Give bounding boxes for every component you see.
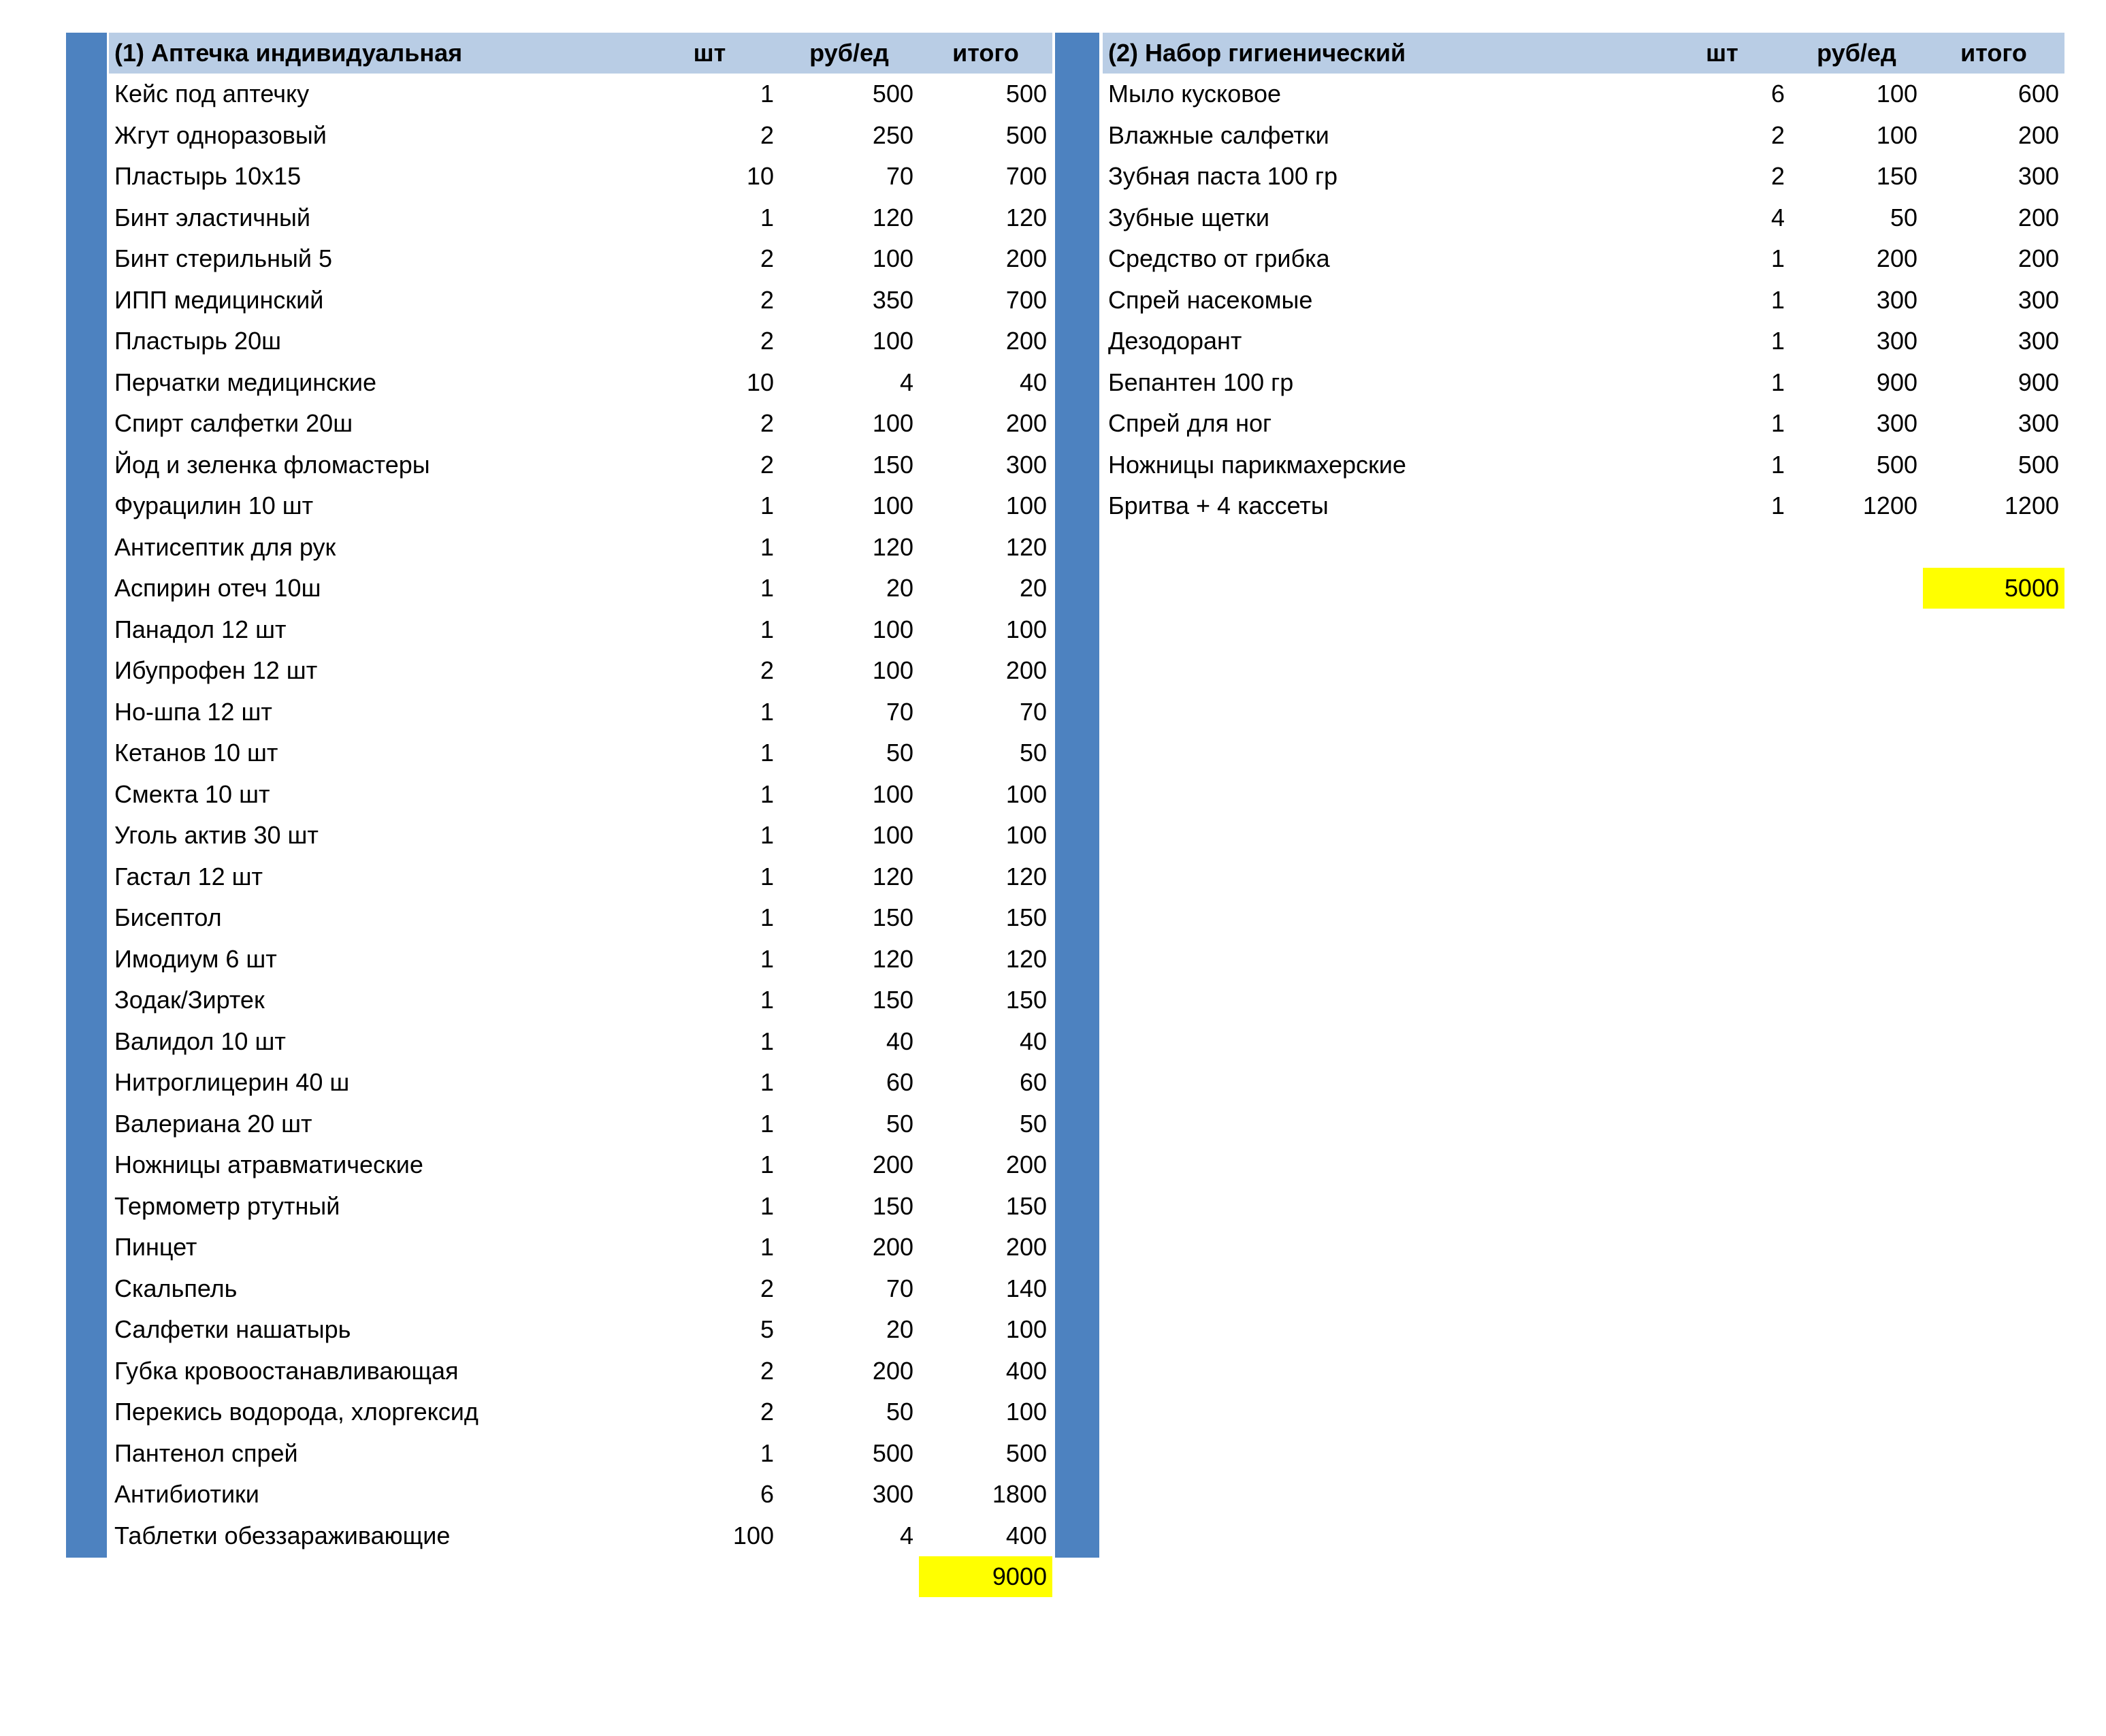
item-name-cell: Антибиотики (114, 1480, 259, 1509)
qty-cell: 1 (1770, 492, 1785, 520)
item-name-cell: Жгут одноразовый (114, 120, 327, 149)
table-row (109, 1351, 1052, 1392)
table-row (109, 527, 1052, 568)
table-row (109, 115, 1052, 157)
unit-price-cell: 100 (872, 615, 913, 643)
item-name-cell: Ибупрофен 12 шт (114, 656, 318, 685)
qty-cell: 2 (760, 1356, 774, 1385)
total-cell: 100 (1005, 1398, 1047, 1426)
item-name-cell: Бисептол (114, 903, 222, 932)
unit-price-cell: 300 (1876, 327, 1917, 355)
unit-price-cell: 60 (886, 1068, 913, 1097)
unit-price-cell: 50 (1890, 203, 1917, 231)
middle-accent-bar (1055, 33, 1099, 1558)
hygiene-kit-rows (1103, 74, 2064, 527)
qty-cell: 2 (1770, 120, 1785, 149)
unit-price-cell: 300 (872, 1480, 913, 1509)
item-name-cell: Кейс под аптечку (114, 80, 310, 108)
qty-cell: 2 (760, 244, 774, 273)
qty-cell: 1 (1770, 368, 1785, 396)
hygiene-kit-header-row (1103, 33, 2064, 74)
left-accent-bar (66, 33, 107, 1558)
total-cell: 100 (1005, 779, 1047, 808)
unit-price-cell: 150 (872, 986, 913, 1014)
unit-price-cell: 1200 (1862, 492, 1917, 520)
total-cell: 200 (1005, 1233, 1047, 1261)
table-row (1103, 403, 2064, 445)
total-cell: 60 (1019, 1068, 1047, 1097)
total-cell: 1800 (992, 1480, 1047, 1509)
item-name-cell: Зубная паста 100 гр (1108, 162, 1338, 191)
table-row (109, 280, 1052, 321)
unit-price-cell: 100 (872, 656, 913, 685)
item-name-cell: Средство от грибка (1108, 244, 1330, 273)
table-row (109, 1062, 1052, 1104)
total-cell: 900 (2018, 368, 2059, 396)
table-row (109, 485, 1052, 527)
qty-cell: 2 (760, 1274, 774, 1302)
total-cell: 600 (2018, 80, 2059, 108)
unit-price-cell: 120 (872, 862, 913, 890)
total-cell: 200 (1005, 244, 1047, 273)
unit-price-cell: 70 (886, 162, 913, 191)
first-aid-kit-table (109, 33, 1052, 1597)
item-name-cell: Скальпель (114, 1274, 238, 1302)
table-row (1103, 485, 2064, 527)
table-row (1103, 238, 2064, 280)
total-cell: 100 (1005, 492, 1047, 520)
table-row (1103, 445, 2064, 486)
unit-price-cell: 150 (872, 450, 913, 479)
table-title: (2) Набор гигиенический (1108, 39, 1406, 67)
qty-cell: 1 (760, 492, 774, 520)
unit-price-cell: 100 (872, 327, 913, 355)
item-name-cell: Ножницы парикмахерские (1108, 450, 1406, 479)
column-header-qty: шт (1706, 39, 1738, 67)
unit-price-cell: 200 (872, 1356, 913, 1385)
item-name-cell: Валидол 10 шт (114, 1027, 286, 1055)
qty-cell: 1 (1770, 409, 1785, 438)
qty-cell: 6 (760, 1480, 774, 1509)
table-row (109, 1227, 1052, 1268)
first-aid-kit-rows (109, 74, 1052, 1556)
unit-price-cell: 200 (872, 1151, 913, 1179)
total-cell: 300 (2018, 409, 2059, 438)
qty-cell: 1 (760, 986, 774, 1014)
qty-cell: 1 (760, 1191, 774, 1220)
unit-price-cell: 100 (872, 821, 913, 850)
table-row (109, 568, 1052, 609)
qty-cell: 1 (760, 80, 774, 108)
total-cell: 400 (1005, 1356, 1047, 1385)
unit-price-cell: 100 (872, 492, 913, 520)
qty-cell: 1 (760, 903, 774, 932)
unit-price-cell: 40 (886, 1027, 913, 1055)
unit-price-cell: 350 (872, 285, 913, 314)
table-row (109, 74, 1052, 115)
blank-row (1103, 527, 2064, 568)
total-cell: 200 (2018, 244, 2059, 273)
total-cell: 50 (1019, 1109, 1047, 1138)
total-cell: 40 (1019, 1027, 1047, 1055)
item-name-cell: Пластырь 20ш (114, 327, 281, 355)
table-row (109, 1144, 1052, 1186)
qty-cell: 1 (760, 1068, 774, 1097)
first-aid-kit-total-row (109, 1556, 1052, 1597)
item-name-cell: Мыло кусковое (1108, 80, 1281, 108)
qty-cell: 2 (760, 285, 774, 314)
qty-cell: 100 (732, 1521, 774, 1549)
qty-cell: 2 (760, 450, 774, 479)
total-cell: 700 (1005, 162, 1047, 191)
qty-cell: 2 (760, 327, 774, 355)
qty-cell: 1 (1770, 327, 1785, 355)
unit-price-cell: 4 (899, 368, 913, 396)
item-name-cell: ИПП медицинский (114, 285, 324, 314)
total-cell: 500 (1005, 1438, 1047, 1467)
item-name-cell: Спирт салфетки 20ш (114, 409, 353, 438)
unit-price-cell: 120 (872, 203, 913, 231)
total-cell: 150 (1005, 903, 1047, 932)
unit-price-cell: 250 (872, 120, 913, 149)
item-name-cell: Перекись водорода, хлоргексид (114, 1398, 479, 1426)
grand-total-cell: 5000 (1923, 568, 2064, 609)
item-name-cell: Термометр ртутный (114, 1191, 340, 1220)
unit-price-cell: 300 (1876, 285, 1917, 314)
table-row (1103, 156, 2064, 197)
unit-price-cell: 200 (872, 1233, 913, 1261)
total-cell: 120 (1005, 203, 1047, 231)
total-cell: 120 (1005, 862, 1047, 890)
item-name-cell: Ножницы атравматические (114, 1151, 423, 1179)
table-row (109, 1021, 1052, 1063)
qty-cell: 1 (760, 862, 774, 890)
qty-cell: 1 (760, 944, 774, 973)
qty-cell: 10 (746, 162, 774, 191)
total-cell: 200 (1005, 656, 1047, 685)
total-cell: 500 (1005, 80, 1047, 108)
table-row (1103, 115, 2064, 157)
table-row (1103, 280, 2064, 321)
table-row (109, 1186, 1052, 1227)
total-cell: 200 (2018, 203, 2059, 231)
unit-price-cell: 150 (1876, 162, 1917, 191)
total-cell: 50 (1019, 739, 1047, 767)
table-row (109, 362, 1052, 404)
table-row (109, 1515, 1052, 1557)
unit-price-cell: 70 (886, 697, 913, 726)
table-row (109, 692, 1052, 733)
qty-cell: 2 (760, 656, 774, 685)
item-name-cell: Антисептик для рук (114, 532, 336, 561)
qty-cell: 1 (1770, 244, 1785, 273)
item-name-cell: Влажные салфетки (1108, 120, 1329, 149)
total-cell: 300 (2018, 327, 2059, 355)
unit-price-cell: 100 (1876, 80, 1917, 108)
qty-cell: 1 (760, 615, 774, 643)
total-cell: 150 (1005, 986, 1047, 1014)
table-row (109, 238, 1052, 280)
unit-price-cell: 50 (886, 739, 913, 767)
total-cell: 100 (1005, 1315, 1047, 1344)
table-row (109, 156, 1052, 197)
qty-cell: 10 (746, 368, 774, 396)
unit-price-cell: 100 (1876, 120, 1917, 149)
qty-cell: 1 (760, 1233, 774, 1261)
column-header-unit-price: руб/ед (1817, 39, 1896, 67)
total-cell: 120 (1005, 532, 1047, 561)
item-name-cell: Бинт стерильный 5 (114, 244, 332, 273)
qty-cell: 5 (760, 1315, 774, 1344)
qty-cell: 1 (760, 821, 774, 850)
total-cell: 500 (1005, 120, 1047, 149)
item-name-cell: Нитроглицерин 40 ш (114, 1068, 350, 1097)
total-cell: 150 (1005, 1191, 1047, 1220)
qty-cell: 1 (760, 1109, 774, 1138)
unit-price-cell: 150 (872, 1191, 913, 1220)
hygiene-kit-table (1103, 33, 2064, 609)
item-name-cell: Кетанов 10 шт (114, 739, 278, 767)
item-name-cell: Уголь актив 30 шт (114, 821, 319, 850)
qty-cell: 1 (760, 1438, 774, 1467)
column-header-total: итого (1960, 39, 2027, 67)
table-row (109, 980, 1052, 1021)
table-title: (1) Аптечка индивидуальная (114, 39, 463, 67)
unit-price-cell: 20 (886, 574, 913, 602)
item-name-cell: Валериана 20 шт (114, 1109, 312, 1138)
unit-price-cell: 500 (872, 1438, 913, 1467)
total-cell: 300 (2018, 285, 2059, 314)
item-name-cell: Пластырь 10х15 (114, 162, 302, 191)
item-name-cell: Салфетки нашатырь (114, 1315, 351, 1344)
qty-cell: 1 (1770, 285, 1785, 314)
qty-cell: 1 (760, 532, 774, 561)
unit-price-cell: 20 (886, 1315, 913, 1344)
unit-price-cell: 900 (1876, 368, 1917, 396)
item-name-cell: Дезодорант (1108, 327, 1242, 355)
first-aid-kit-header-row (109, 33, 1052, 74)
item-name-cell: Имодиум 6 шт (114, 944, 277, 973)
table-row (109, 403, 1052, 445)
table-row (109, 1104, 1052, 1145)
item-name-cell: Спрей насекомые (1108, 285, 1313, 314)
qty-cell: 1 (760, 779, 774, 808)
total-cell: 400 (1005, 1521, 1047, 1549)
total-cell: 100 (1005, 821, 1047, 850)
table-row (1103, 74, 2064, 115)
unit-price-cell: 500 (1876, 450, 1917, 479)
item-name-cell: Спрей для ног (1108, 409, 1272, 438)
total-cell: 200 (2018, 120, 2059, 149)
unit-price-cell: 300 (1876, 409, 1917, 438)
item-name-cell: Зодак/Зиртек (114, 986, 265, 1014)
total-cell: 300 (2018, 162, 2059, 191)
qty-cell: 6 (1770, 80, 1785, 108)
item-name-cell: Смекта 10 шт (114, 779, 270, 808)
total-cell: 140 (1005, 1274, 1047, 1302)
table-row (109, 1309, 1052, 1351)
qty-cell: 1 (760, 1151, 774, 1179)
qty-cell: 4 (1770, 203, 1785, 231)
total-cell: 1200 (2004, 492, 2059, 520)
table-row (109, 774, 1052, 816)
unit-price-cell: 120 (872, 944, 913, 973)
column-header-unit-price: руб/ед (809, 39, 889, 67)
total-cell: 700 (1005, 285, 1047, 314)
item-name-cell: Губка кровоостанавливающая (114, 1356, 459, 1385)
unit-price-cell: 100 (872, 409, 913, 438)
table-row (109, 856, 1052, 898)
unit-price-cell: 100 (872, 244, 913, 273)
table-row (109, 1474, 1052, 1515)
unit-price-cell: 50 (886, 1109, 913, 1138)
unit-price-cell: 500 (872, 80, 913, 108)
qty-cell: 1 (760, 697, 774, 726)
unit-price-cell: 150 (872, 903, 913, 932)
total-cell: 40 (1019, 368, 1047, 396)
unit-price-cell: 200 (1876, 244, 1917, 273)
table-row (109, 1433, 1052, 1475)
qty-cell: 2 (760, 120, 774, 149)
item-name-cell: Зубные щетки (1108, 203, 1269, 231)
table-row (109, 733, 1052, 774)
qty-cell: 1 (760, 574, 774, 602)
unit-price-cell: 100 (872, 779, 913, 808)
item-name-cell: Аспирин отеч 10ш (114, 574, 321, 602)
item-name-cell: Пантенол спрей (114, 1438, 298, 1467)
item-name-cell: Йод и зеленка фломастеры (114, 450, 430, 479)
qty-cell: 2 (760, 409, 774, 438)
table-row (109, 321, 1052, 362)
unit-price-cell: 70 (886, 1274, 913, 1302)
total-cell: 300 (1005, 450, 1047, 479)
table-row (109, 897, 1052, 939)
item-name-cell: Бритва + 4 кассеты (1108, 492, 1329, 520)
item-name-cell: Перчатки медицинские (114, 368, 377, 396)
total-cell: 100 (1005, 615, 1047, 643)
column-header-qty: шт (693, 39, 726, 67)
column-header-total: итого (952, 39, 1019, 67)
item-name-cell: Таблетки обеззараживающие (114, 1521, 451, 1549)
item-name-cell: Бинт эластичный (114, 203, 310, 231)
total-cell: 200 (1005, 1151, 1047, 1179)
table-row (1103, 197, 2064, 239)
table-row (109, 197, 1052, 239)
total-cell: 500 (2018, 450, 2059, 479)
item-name-cell: Но-шпа 12 шт (114, 697, 272, 726)
table-row (109, 939, 1052, 980)
qty-cell: 2 (760, 1398, 774, 1426)
hygiene-kit-total-row (1103, 568, 2064, 609)
unit-price-cell: 120 (872, 532, 913, 561)
item-name-cell: Панадол 12 шт (114, 615, 287, 643)
qty-cell: 1 (760, 203, 774, 231)
item-name-cell: Гастал 12 шт (114, 862, 263, 890)
grand-total-cell: 9000 (919, 1556, 1052, 1597)
item-name-cell: Бепантен 100 гр (1108, 368, 1294, 396)
table-row (109, 815, 1052, 856)
qty-cell: 2 (1770, 162, 1785, 191)
total-cell: 120 (1005, 944, 1047, 973)
table-row (109, 445, 1052, 486)
item-name-cell: Пинцет (114, 1233, 197, 1261)
table-row (109, 1268, 1052, 1310)
table-row (1103, 362, 2064, 404)
qty-cell: 1 (760, 739, 774, 767)
table-row (1103, 321, 2064, 362)
total-cell: 200 (1005, 409, 1047, 438)
unit-price-cell: 50 (886, 1398, 913, 1426)
unit-price-cell: 4 (899, 1521, 913, 1549)
item-name-cell: Фурацилин 10 шт (114, 492, 314, 520)
table-row (109, 609, 1052, 651)
table-row (109, 1392, 1052, 1433)
total-cell: 200 (1005, 327, 1047, 355)
qty-cell: 1 (1770, 450, 1785, 479)
total-cell: 20 (1019, 574, 1047, 602)
qty-cell: 1 (760, 1027, 774, 1055)
table-row (109, 650, 1052, 692)
total-cell: 70 (1019, 697, 1047, 726)
